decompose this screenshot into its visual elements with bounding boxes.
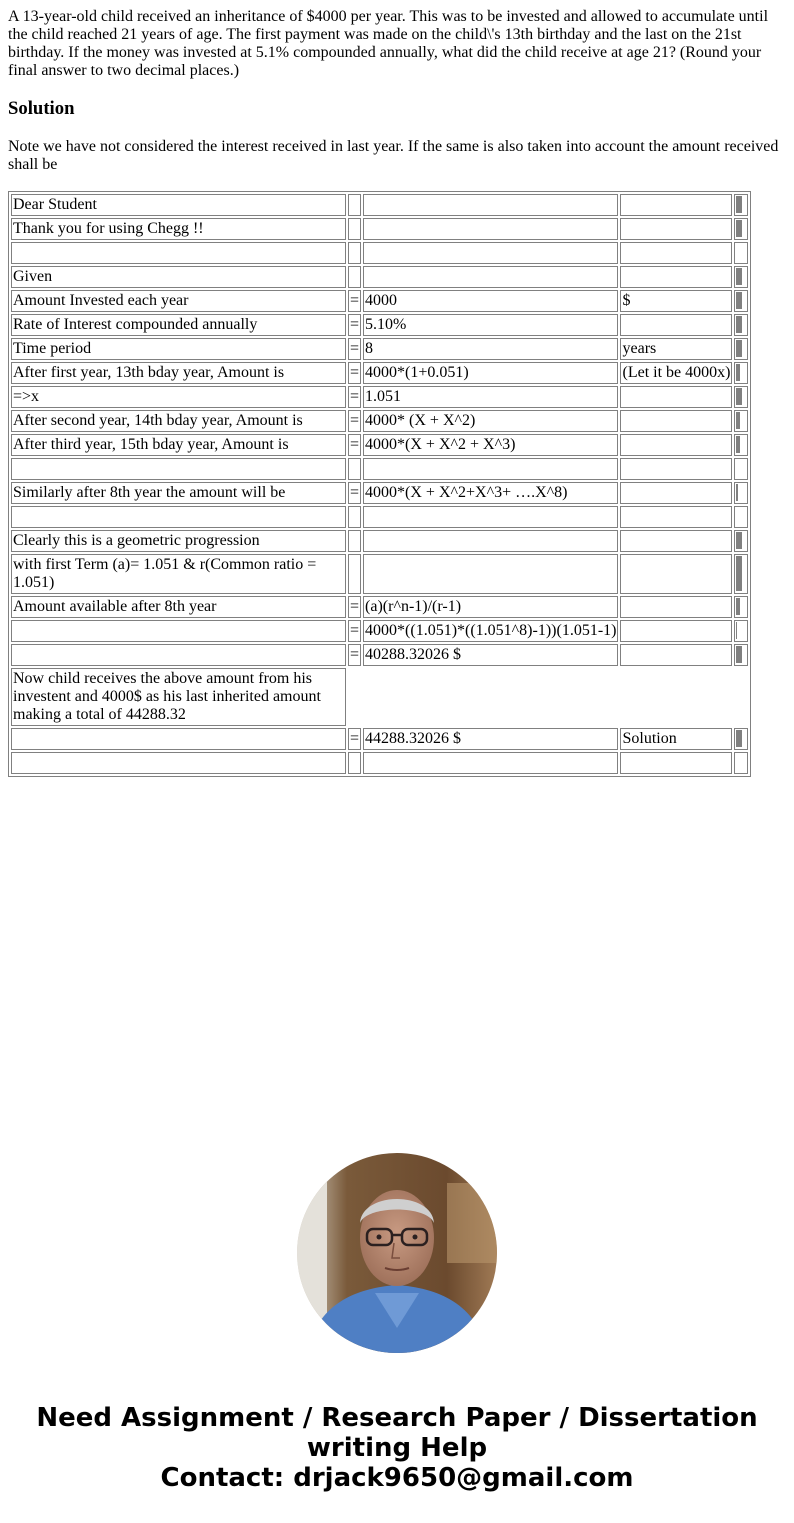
row-value: 4000*((1.051)*((1.051^8)-1))(1.051-1) xyxy=(363,620,618,642)
table-row xyxy=(11,482,748,504)
row-unit xyxy=(620,218,732,240)
row-unit: (Let it be 4000x) xyxy=(620,362,732,384)
row-equals xyxy=(348,266,361,288)
author-avatar xyxy=(297,1153,497,1353)
row-extra-cells xyxy=(734,620,748,642)
table-row xyxy=(11,644,748,666)
row-extra-cells xyxy=(734,266,748,288)
row-extra-cells xyxy=(734,338,748,360)
table-row xyxy=(11,728,748,750)
row-label: Given xyxy=(11,266,346,288)
row-unit: $ xyxy=(620,290,732,312)
row-extra-cells xyxy=(734,410,748,432)
table-row xyxy=(11,266,748,288)
row-equals: = xyxy=(348,596,361,618)
table-row xyxy=(11,554,748,594)
row-unit: Solution xyxy=(620,728,732,750)
table-spacer-row xyxy=(11,242,748,264)
row-equals: = xyxy=(348,728,361,750)
row-value xyxy=(363,194,618,216)
row-unit xyxy=(620,194,732,216)
row-label: Time period xyxy=(11,338,346,360)
table-row xyxy=(11,314,748,336)
row-label: After second year, 14th bday year, Amount is xyxy=(11,410,346,432)
row-label xyxy=(11,620,346,642)
row-value: 8 xyxy=(363,338,618,360)
row-unit xyxy=(620,482,732,504)
row-unit: years xyxy=(620,338,732,360)
row-equals: = xyxy=(348,644,361,666)
table-row xyxy=(11,668,748,726)
row-value: 5.10% xyxy=(363,314,618,336)
row-unit xyxy=(620,434,732,456)
row-unit xyxy=(620,596,732,618)
note-text: Note we have not considered the interest received in last year. If the same is also taken into account the amount received shall be xyxy=(8,138,779,173)
row-extra-cells xyxy=(734,386,748,408)
solution-heading: Solution xyxy=(8,98,75,119)
row-value xyxy=(363,218,618,240)
table-row xyxy=(11,218,748,240)
row-value: 4000*(1+0.051) xyxy=(363,362,618,384)
row-equals: = xyxy=(348,290,361,312)
question-text: A 13-year-old child received an inheritance of $4000 per year. This was to be invested and allowed to accumulate until the child reached 21 years of age. The first payment was made on the child\'s 13th birthday and the last on the 21st birthday. If the money was invested at 5.1% compounded annually, what did the child receive at age 21? (Round your final answer to two decimal places.) xyxy=(8,8,769,79)
table-spacer-row xyxy=(11,752,748,774)
row-extra-cells xyxy=(734,644,748,666)
table-row xyxy=(11,410,748,432)
promo-contact: Contact: drjack9650@gmail.com xyxy=(160,1463,634,1493)
row-unit xyxy=(620,386,732,408)
row-extra-cells xyxy=(734,596,748,618)
row-equals: = xyxy=(348,410,361,432)
row-value xyxy=(363,266,618,288)
promo-line-1: Need Assignment / Research Paper / Dissertation xyxy=(36,1403,758,1433)
table-row xyxy=(11,290,748,312)
table-row xyxy=(11,386,748,408)
solution-table xyxy=(8,191,751,777)
row-label: Similarly after 8th year the amount will be xyxy=(11,482,346,504)
table-row xyxy=(11,338,748,360)
row-value xyxy=(363,554,618,594)
row-equals xyxy=(348,554,361,594)
row-extra-cells xyxy=(734,434,748,456)
row-equals: = xyxy=(348,386,361,408)
row-unit xyxy=(620,410,732,432)
row-extra-cells xyxy=(734,218,748,240)
row-label: =>x xyxy=(11,386,346,408)
row-label xyxy=(11,728,346,750)
row-extra-cells xyxy=(734,314,748,336)
row-extra-cells xyxy=(734,728,748,750)
row-label: Amount Invested each year xyxy=(11,290,346,312)
row-value: (a)(r^n-1)/(r-1) xyxy=(363,596,618,618)
row-label: Amount available after 8th year xyxy=(11,596,346,618)
table-row xyxy=(11,620,748,642)
row-equals: = xyxy=(348,620,361,642)
row-unit xyxy=(620,530,732,552)
row-value: 40288.32026 $ xyxy=(363,644,618,666)
row-equals: = xyxy=(348,314,361,336)
row-equals: = xyxy=(348,338,361,360)
row-extra-cells xyxy=(734,482,748,504)
promo-line-2: writing Help xyxy=(306,1433,488,1463)
row-empty-space xyxy=(348,668,748,726)
row-equals xyxy=(348,530,361,552)
table-row xyxy=(11,194,748,216)
table-row xyxy=(11,434,748,456)
row-extra-cells xyxy=(734,194,748,216)
row-value: 44288.32026 $ xyxy=(363,728,618,750)
row-equals xyxy=(348,194,361,216)
row-value xyxy=(363,530,618,552)
row-value: 4000*(X + X^2 + X^3) xyxy=(363,434,618,456)
promo-banner xyxy=(0,1403,794,1493)
row-label: Thank you for using Chegg !! xyxy=(11,218,346,240)
row-label: Clearly this is a geometric progression xyxy=(11,530,346,552)
row-label: Dear Student xyxy=(11,194,346,216)
row-label: After first year, 13th bday year, Amount is xyxy=(11,362,346,384)
row-value: 1.051 xyxy=(363,386,618,408)
table-spacer-row xyxy=(11,458,748,480)
row-label xyxy=(11,644,346,666)
author-photo-image xyxy=(297,1153,497,1353)
row-extra-cells xyxy=(734,530,748,552)
row-label: Rate of Interest compounded annually xyxy=(11,314,346,336)
row-value: 4000*(X + X^2+X^3+ ….X^8) xyxy=(363,482,618,504)
row-value: 4000 xyxy=(363,290,618,312)
row-value: 4000* (X + X^2) xyxy=(363,410,618,432)
row-unit xyxy=(620,554,732,594)
row-unit xyxy=(620,314,732,336)
row-extra-cells xyxy=(734,290,748,312)
table-row xyxy=(11,362,748,384)
row-equals: = xyxy=(348,362,361,384)
row-label: After third year, 15th bday year, Amount is xyxy=(11,434,346,456)
row-label: Now child receives the above amount from his investent and 4000$ as his last inherited amount making a total of 44288.32 xyxy=(11,668,346,726)
row-unit xyxy=(620,644,732,666)
row-equals xyxy=(348,218,361,240)
row-unit xyxy=(620,266,732,288)
table-row xyxy=(11,596,748,618)
row-extra-cells xyxy=(734,362,748,384)
row-extra-cells xyxy=(734,554,748,594)
row-equals: = xyxy=(348,434,361,456)
row-unit xyxy=(620,620,732,642)
table-row xyxy=(11,530,748,552)
row-equals: = xyxy=(348,482,361,504)
table-spacer-row xyxy=(11,506,748,528)
row-label: with first Term (a)= 1.051 & r(Common ratio = 1.051) xyxy=(11,554,346,594)
